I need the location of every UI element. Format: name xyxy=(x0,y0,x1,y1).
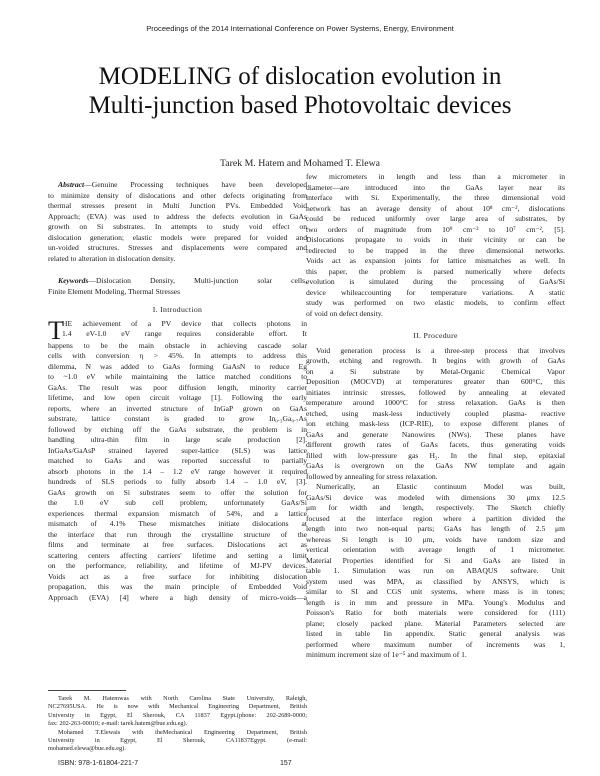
left-column xyxy=(48,172,307,603)
abstract-line: related to alteration in dislocation density. xyxy=(48,253,176,263)
intro-line: InGaAs/GaAsP strained layered super-lattice (SLS) was lattice xyxy=(48,445,307,455)
title-line: MODELING of dislocation evolution in xyxy=(98,63,502,90)
intro-cont-line: Dislocations propagate to voids in their vicinity or can be xyxy=(306,235,565,244)
keywords-line-0 xyxy=(48,276,307,287)
intro-line: GaAs. The result was poor diffusion length, minority carrier xyxy=(48,382,307,392)
intro-line: dilemma, N was added to GaAs forming GaAsN to reduce Eg xyxy=(48,361,307,371)
intro-cont-line: device whileaccounting for temperature variations. A static xyxy=(306,287,565,297)
numerical-line: whereas Si length is 10 μm, voids have random size and xyxy=(306,534,565,544)
footnote-line: Tarek M. Hatemwas with North Carolina State University, Raleigh, xyxy=(58,695,307,702)
intro-cont-line: of void on defect density. xyxy=(306,308,383,318)
procedure-line: ion etching mask-less (ICP-RIE), to expose different planes of xyxy=(306,419,565,428)
numerical-line: GaAs/Si device was modeled with dimensions 30 μmx 12.5 xyxy=(306,492,565,502)
numerical-line: similar to SI and CGS unit systems, where mass is in tones; xyxy=(306,587,565,596)
paper-title xyxy=(40,62,560,120)
intro-line: absorb photons in the 1.4 – 1.2 eV range however it required xyxy=(48,466,307,476)
intro-line: lifetime, and low open circuit voltage [1]. Following the early xyxy=(48,393,307,402)
intro-line: handling ultra-thin film in large scale production [2]. xyxy=(48,435,307,444)
footnote-line: Mohamed T.Elewais with theMechanical Engineering Department, British xyxy=(58,728,307,736)
paper-authors: Tarek M. Hatem and Mohamed T. Elewa xyxy=(219,158,380,169)
intro-line: happens to be the main obstacle in achieving cascade solar xyxy=(48,340,307,350)
intro-cont-line: two orders of magnitude from 10⁹ cm⁻² to 10⁷ cm⁻², [5]. xyxy=(306,224,565,234)
numerical-line: length into two non-equal parts; GaAs has length of 2.5 μm xyxy=(306,524,565,533)
footnote-line: NC27695USA. He is now with Mechanical Engineering Department, British xyxy=(48,703,307,711)
abstract-line: dislocation generation; elastic models were prepared for voided and xyxy=(48,232,307,242)
intro-line: 1.4 eV-1.0 eV range requires considerable effort. It xyxy=(62,329,307,338)
footnote-line: fax: 202-263-00010; e-mail: tarek.hatem@bue.edu.eg). xyxy=(48,720,188,728)
author-footnote xyxy=(48,695,307,754)
numerical-line: minimum increment size of 1e⁻⁵ and maximum of 1. xyxy=(306,650,467,659)
abstract-line: growth on Si substrates. In attempts to study void effect on xyxy=(48,222,307,231)
procedure-line: filled with low-pressure gas H₂. In the final step, epitaxial xyxy=(306,450,565,460)
procedure-line: followed by annealing for stress relaxation. xyxy=(306,471,438,481)
procedure-line: temperature around 1000°C for stress relaxation. GaAs is then xyxy=(306,398,565,407)
keywords xyxy=(48,276,307,297)
intro-line: followed by etching off the GaAs substrate, the problem is in xyxy=(48,424,307,434)
intro-continued xyxy=(306,172,565,319)
abstract-text: —Genuine Processing techniques have been developed xyxy=(84,180,307,189)
procedure-line: GaAs is overgrown on the GaAs NW template and again xyxy=(306,461,565,470)
footnote-line: mohamed.elewa@bue.edu.eg). xyxy=(48,745,126,753)
abstract xyxy=(48,180,307,264)
footnote-rule xyxy=(48,690,126,691)
abstract-line: Approach; (EVA) was used to address the defects evolution in GaAs xyxy=(48,211,307,221)
numerical-line: μm for width and length, respectively. The Sketch chiefly xyxy=(306,503,565,512)
footnote-line: University in Egypt, El Sherouk, CA11837Egypt. (e-mail: xyxy=(48,736,307,744)
numerical-line: Material Properties identified for Si and GaAs are listed in xyxy=(306,555,565,565)
procedure-line: on a Si substrate by Metal-Organic Chemical Vapor xyxy=(306,366,565,376)
procedure-line: growth, etching and regrowth. It begins with growth of GaAs xyxy=(306,356,565,365)
intro-line: reports, where an inverted structure of InGaP grown on GaAs xyxy=(48,403,307,413)
intro-cont-line: Voids act as expansion joints for lattice mismatches as well. In xyxy=(306,256,565,265)
abstract-line: un-voided structures. Stresses and displacements were compared and xyxy=(48,243,307,252)
section-heading-introduction: I. Introduction xyxy=(152,305,203,314)
intro-line: experiences thermal expansion mismatch of 54%, and a lattice xyxy=(48,508,307,518)
keywords-label: Keywords xyxy=(58,276,89,285)
title-line: Multi-junction based Photovoltaic devices xyxy=(88,92,512,119)
abstract-line: thermal stresses present in Multi Junction PVs. Embedded Void xyxy=(48,201,307,210)
procedure-body xyxy=(306,346,565,661)
abstract-label: Abstract xyxy=(58,180,85,189)
intro-line: scattering centers affecting carriers' lifetime and setting a limit xyxy=(48,550,307,560)
right-column xyxy=(306,172,565,661)
numerical-line: Numerically, an Elastic continuum Model was built, xyxy=(316,482,565,491)
intro-cont-line: evolution is simulated during the processing of GaAs/Si xyxy=(306,277,565,286)
keywords-text: —Dislocation Density, Multi-junction solar cells, xyxy=(88,276,307,285)
intro-line: propagation, this was the main principle of Embedded Void xyxy=(48,582,307,591)
intro-cont-line: this paper, the problem is parsed numerically where defects xyxy=(306,266,565,276)
intro-cont-line: interface with Si. Experimentally, the three dimensional void xyxy=(306,193,565,202)
intro-line: Approach (EVA) [4] where a high density of micro-voids—a xyxy=(48,592,307,602)
numerical-line: Poisson's Ratio for both materials were considered for (111) xyxy=(306,608,565,617)
numerical-line: length is in mm and pressure in MPa. Young's Modulus and xyxy=(306,597,565,607)
procedure-line: Deposition (MOCVD) at temperatures greater than 600°C, this xyxy=(306,377,565,386)
intro-line: on the performance, reliability, and lifetime of MJ-PV devices. xyxy=(48,561,307,570)
numerical-line: listed in table Iin appendix. Static general analysis was xyxy=(306,629,565,638)
procedure-line: Void generation process is a three-step process that involves xyxy=(316,345,565,355)
numerical-line: system used was MPA, as classified by ANSYS, which is xyxy=(306,576,565,586)
section-heading-procedure: II. Procedure xyxy=(413,331,458,340)
procedure-line: different growth rates of GaAs facets, thus generating voids xyxy=(306,440,565,449)
footnote-line: University in Egypt, El Sherouk, CA 11837 Egypt.(phone: 202-2689-0000; xyxy=(48,711,307,719)
intro-cont-line: diameter—are introduced into the GaAs layer near its xyxy=(306,182,565,192)
intro-line: the interface that run through the crystalline structure of the xyxy=(48,529,307,539)
numerical-line: focused at the interface region where a partition divided the xyxy=(306,513,565,523)
keywords-line: Finite Element Modeling, Thermal Stresses xyxy=(48,286,181,296)
conference-header: Proceedings of the 2014 International Conference on Power Systems, Energy, Environment xyxy=(146,24,454,33)
introduction-body xyxy=(48,315,307,604)
intro-line: substrate, lattice constant is graded to grow In₀.₃Ga₀.₇As xyxy=(48,414,307,423)
intro-line: films and terminate at free surfaces. Dislocations act as xyxy=(48,540,307,549)
numerical-line: vertical orientation with average length of 1 micrometer. xyxy=(306,545,565,554)
isbn: ISBN: 978-1-61804-221-7 xyxy=(58,760,139,767)
intro-cont-line: could be reduced uniformly over large area of substrates, by xyxy=(306,214,565,223)
intro-cont-line: few micrometers in length and less than a micrometer in xyxy=(306,172,565,181)
abstract-line-0 xyxy=(48,180,307,191)
drop-cap: T xyxy=(48,315,64,345)
numerical-line: table 1. Simulation was run on ABAQUS software. Unit xyxy=(306,566,565,575)
intro-line: mismatch of 4.1% These mismatches initiate dislocations at xyxy=(48,519,307,528)
page-number: 157 xyxy=(280,760,292,767)
intro-line: matched to GaAs and was reported successful to partially xyxy=(48,456,307,465)
intro-cont-line: redirected to be trapped in the three dimensional networks. xyxy=(306,245,565,255)
intro-line: HE achievement of a PV device that collects photons in xyxy=(62,318,307,328)
intro-line: hundreds of SLS periods to fully absorb 1.4 – 1.0 eV, [3]. xyxy=(48,477,307,486)
abstract-line: to minimize density of dislocations and other defects originating from xyxy=(48,190,307,200)
numerical-line: plane; closely packed plane. Material Parameters selected are xyxy=(306,618,565,628)
intro-cont-line: study was performed on two elastic models, to confirm effect xyxy=(306,298,565,307)
intro-line: the 1.0 eV sub cell problem, unfortunately GaAs/Si xyxy=(48,498,307,507)
intro-line: GaAs growth on Si substrates seem to offer the solution for xyxy=(48,487,307,497)
procedure-line: etched, using mask-less inductively coupled plasma- reactive xyxy=(306,408,565,418)
intro-cont-line: network has an average density of about 10⁸ cm⁻², dislocations xyxy=(306,203,565,213)
procedure-line: initiates intrinsic stresses, followed by annealing at elevated xyxy=(306,387,565,397)
procedure-line: GaAs and generate Nanowires (NWs). These planes have xyxy=(306,429,565,439)
intro-line: to ~1.0 eV while maintaining the lattice matched conditions to xyxy=(48,372,307,381)
numerical-line: performed where maximum number of increments was 1, xyxy=(306,639,565,649)
intro-line: Voids act as a free surface for inhibiting dislocation xyxy=(48,571,307,581)
intro-line: cells with conversion η > 45%. In attempts to address this xyxy=(48,351,307,360)
